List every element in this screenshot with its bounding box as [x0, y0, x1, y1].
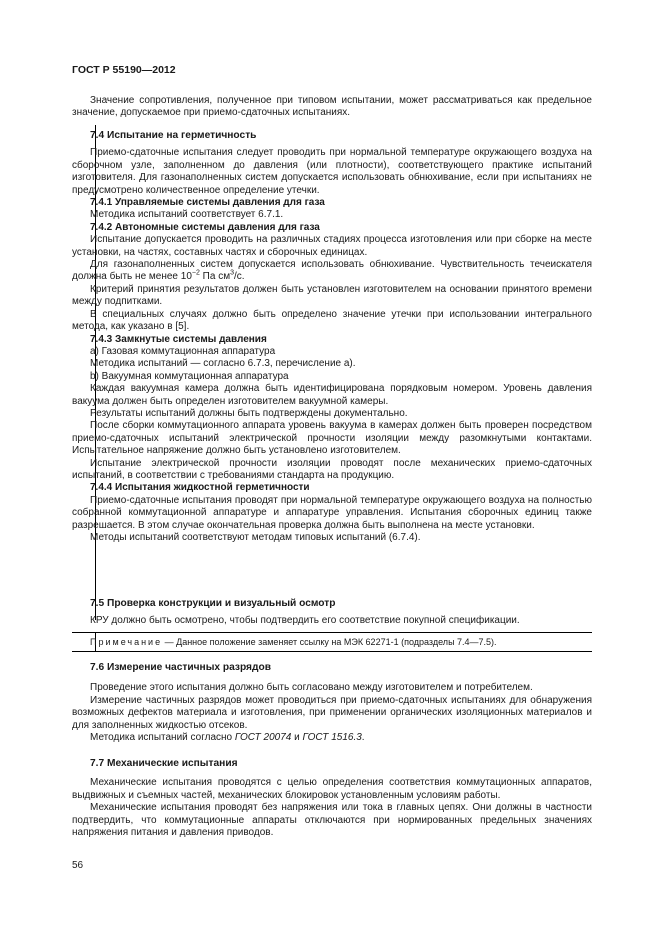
subsection-heading-7-4-4: 7.4.4 Испытания жидкостной герметичности [90, 482, 310, 494]
paragraph-sensitivity [72, 259, 592, 284]
page-number: 56 [72, 860, 84, 871]
text-run: и [291, 732, 303, 744]
text-run: Методика испытаний согласно [90, 732, 235, 744]
paragraph: Измерение частичных разрядов может проводиться при приемо-сдаточных испытаниях для обнаружения возможных дефектов материала и изготовления, при применении органических изоляционных материалов и для заполненных жидкостью отсеков. [72, 694, 592, 731]
document-code-header: ГОСТ Р 55190—2012 [72, 64, 176, 76]
note-text: — Данное положение заменяет ссылку на МЭК 62271-1 (подразделы 7.4—7.5). [162, 637, 497, 647]
paragraph: Испытание электрической прочности изоляции проводят после механических приемо-сдаточных испытаний, в соответствии с требованиями стандарта на продукцию. [72, 457, 592, 481]
superscript: −2 [191, 270, 200, 278]
paragraph: Методы испытаний соответствуют методам типовых испытаний (6.7.4). [90, 532, 421, 543]
section-7-6 [72, 662, 592, 744]
paragraph: Результаты испытаний должны быть подтверждены документально. [90, 407, 408, 419]
paragraph: После сборки коммутационного аппарата уровень вакуума в камерах должен быть проверен посредством приемо-сдаточных испытаний электрической прочности изоляции между разомкнутыми контактами. Испытательное напряжение должно быть установлено изготовителем. [72, 420, 592, 457]
text-run: Па см [199, 271, 231, 283]
note-box [72, 632, 592, 652]
section-heading-7-4: 7.4 Испытание на герметичность [90, 130, 257, 141]
paragraph: В специальных случаях должно быть определено значение утечки при использовании интегрального метода, как указано в [5]. [72, 308, 592, 333]
paragraph: Приемо-сдаточные испытания следует проводить при нормальной температуре окружающего воздуха на сборочном узле, заполненном до давления (или плотности), соответствующего практике испытаний изготовителя. Для газонаполненных систем допускается использовать обнюхивание, если при испытаниях не предусмотрено количественное определение утечки. [72, 147, 592, 196]
section-7-7 [72, 758, 592, 839]
intro-paragraph: Значение сопротивления, полученное при типовом испытании, может рассматриваться как предельное значение, допускаемое при приемо-сдаточных испытаниях. [72, 95, 592, 119]
text-run: /с. [233, 271, 245, 283]
subsection-heading-7-4-2: 7.4.2 Автономные системы давления для газа [90, 221, 320, 233]
section-heading-7-6: 7.6 Измерение частичных разрядов [90, 662, 271, 673]
subsection-heading-7-4-1: 7.4.1 Управляемые системы давления для газа [90, 197, 325, 209]
section-heading-7-5: 7.5 Проверка конструкции и визуальный осмотр [90, 598, 336, 609]
paragraph: Механические испытания проводятся с целью определения соответствия коммутационных аппаратов, выдвижных и съемных частей, механических блокировок установленным условиям работы. [72, 777, 592, 801]
superscript: 3 [230, 270, 234, 278]
text-run: . [361, 732, 365, 744]
paragraph-methodology [72, 732, 592, 744]
paragraph: Проведение этого испытания должно быть согласовано между изготовителем и потребителем. [90, 682, 533, 694]
intro-block [72, 95, 592, 120]
standard-reference: ГОСТ 20074 [234, 732, 292, 744]
paragraph: Испытание допускается проводить на различных стадиях процесса изготовления или при сборке на месте установки, на частях, составных частях и сборочных единицах. [72, 234, 592, 258]
section-7-5 [72, 598, 592, 628]
paragraph: Методика испытаний соответствует 6.7.1. [90, 209, 284, 221]
text-run: Для газонаполненных систем допускается использовать обнюхивание. Чувствительность течеискателя должна быть не менее 10 [72, 259, 592, 283]
note-label: Примечание [90, 637, 163, 647]
paragraph: Механические испытания проводят без напряжения или тока в главных цепях. Они должны в частности подтвердить, что коммутационные аппараты отключаются при нормированных предельных значениях напряжения питания и давления приводов. [72, 802, 592, 839]
standard-reference: ГОСТ 1516.3 [302, 732, 362, 744]
paragraph: Каждая вакуумная камера должна быть идентифицирована порядковым номером. Уровень давления вакуума должен быть определен изготовителем вакуумной камеры. [72, 383, 592, 407]
section-heading-7-7: 7.7 Механические испытания [90, 758, 238, 769]
paragraph: КРУ должно быть осмотрено, чтобы подтвердить его соответствие покупной спецификации. [90, 615, 520, 627]
paragraph: Методика испытаний — согласно 6.7.3, перечисление а). [90, 358, 356, 370]
paragraph: Приемо-сдаточные испытания проводят при нормальной температуре окружающего воздуха на полностью собранной коммутационной аппаратуре и аппаратуре управления. Испытания сборочных единиц также разрешается. В этом случае окончательная проверка должна быть выполнена на месте установки. [72, 494, 592, 531]
paragraph: Критерий принятия результатов должен быть установлен изготовителем на основании принятого времени между подпитками. [72, 283, 592, 308]
section-7-4 [72, 130, 592, 544]
list-item-a: a) Газовая коммутационная аппаратура [90, 345, 276, 357]
list-item-b: b) Вакуумная коммутационная аппаратура [90, 370, 289, 382]
subsection-heading-7-4-3: 7.4.3 Замкнутые системы давления [90, 333, 267, 345]
